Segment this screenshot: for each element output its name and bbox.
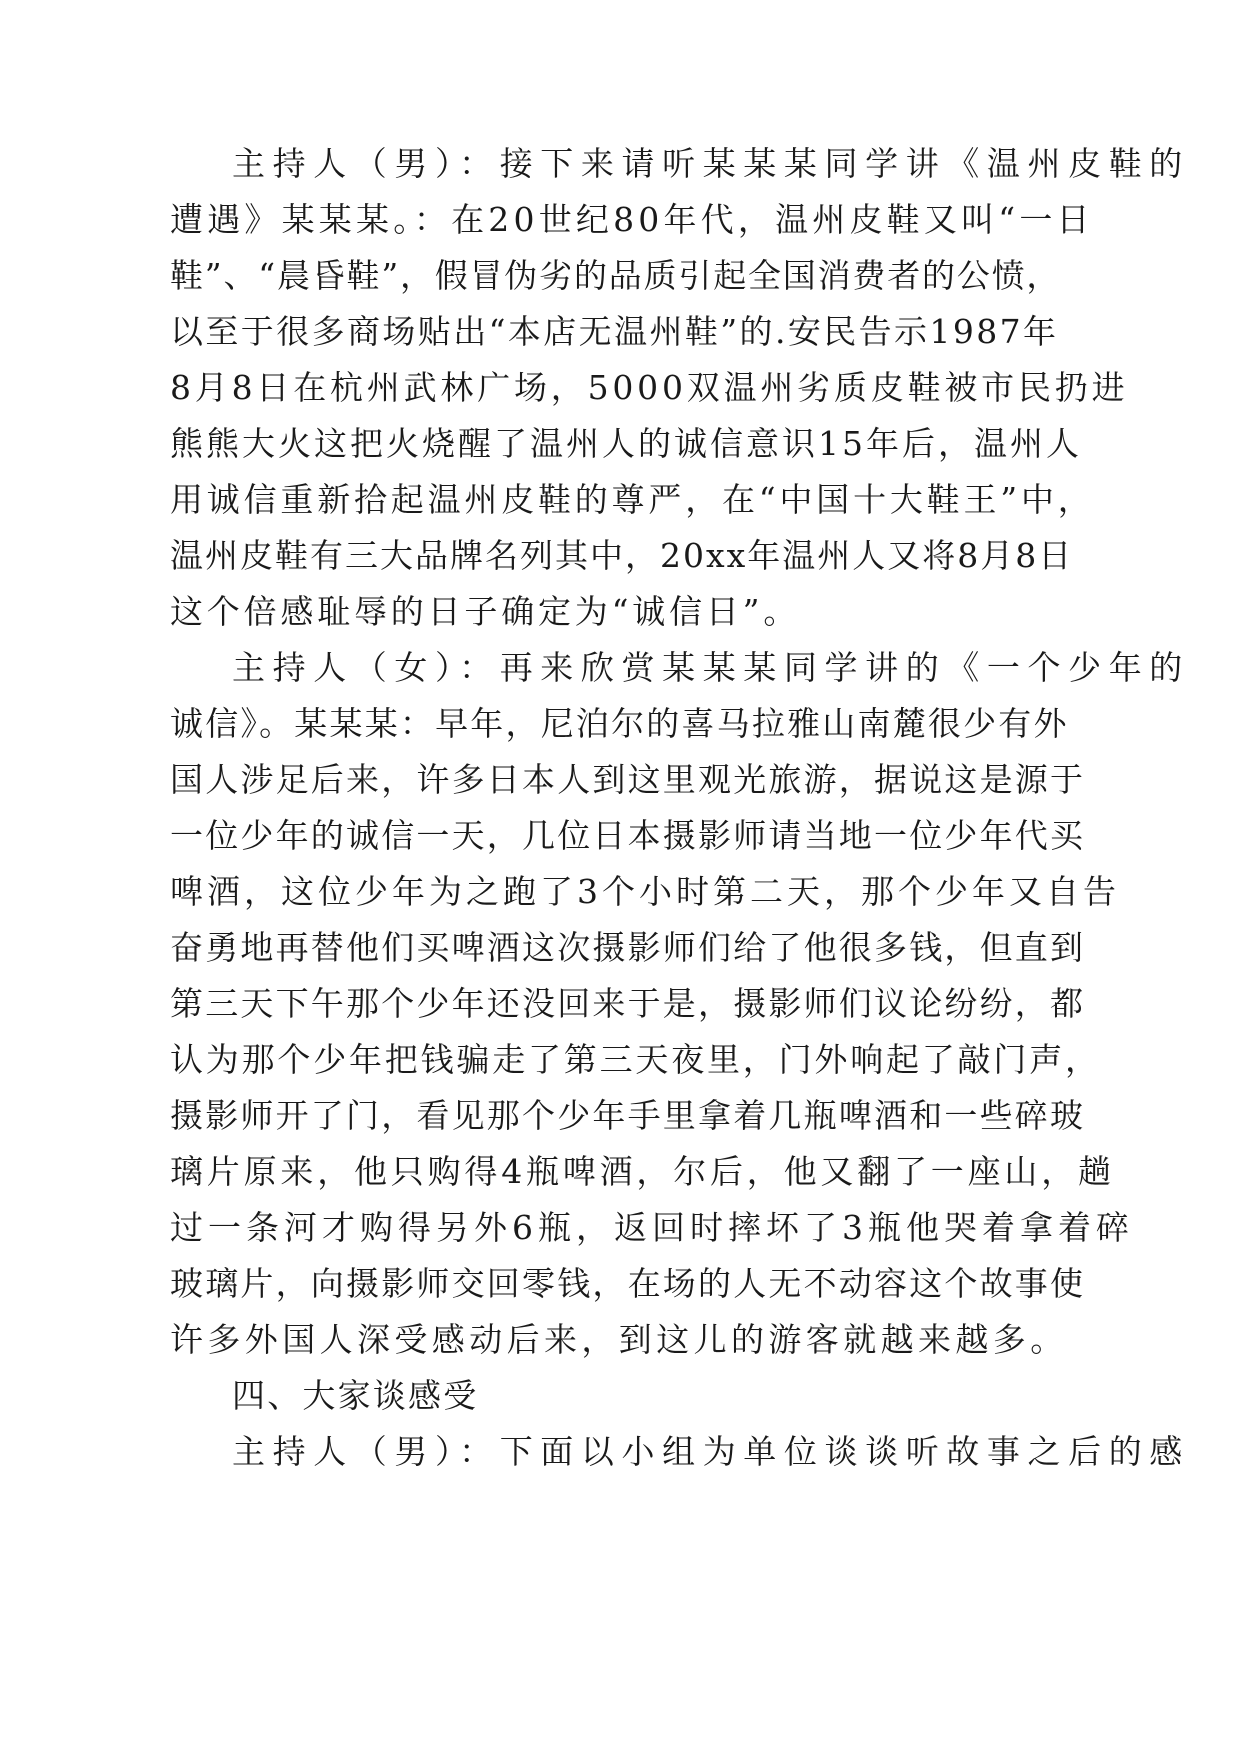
text-line: 鞋”、“晨昏鞋”，假冒伪劣的品质引起全国消费者的公愤， [170, 256, 1062, 295]
text-line: 第三天下午那个少年还没回来于是，摄影师们议论纷纷，都 [170, 984, 1086, 1023]
text-line: 以至于很多商场贴出“本店无温州鞋”的.安民告示1987年 [170, 312, 1059, 351]
section-heading: 四、大家谈感受 [232, 1376, 479, 1415]
text-line: 主持人（男）：下面以小组为单位谈谈听故事之后的感 [232, 1432, 1190, 1471]
text-line: 国人涉足后来，许多日本人到这里观光旅游，据说这是源于 [170, 760, 1086, 799]
text-line: 一位少年的诚信一天，几位日本摄影师请当地一位少年代买 [170, 816, 1086, 855]
text-line: 摄影师开了门，看见那个少年手里拿着几瓶啤酒和一些碎玻 [170, 1096, 1086, 1135]
text-line: 遭遇》某某某。：在20世纪80年代，温州皮鞋又叫“一日 [170, 200, 1094, 239]
text-line: 许多外国人深受感动后来，到这儿的游客就越来越多。 [170, 1320, 1068, 1359]
text-line: 熊熊大火这把火烧醒了温州人的诚信意识15年后，温州人 [170, 424, 1082, 463]
text-line: 认为那个少年把钱骗走了第三天夜里，门外响起了敲门声， [170, 1040, 1101, 1079]
text-line: 温州皮鞋有三大品牌名列其中，20xx年温州人又将8月8日 [170, 536, 1074, 575]
text-line: 诚信》。某某某：早年，尼泊尔的喜马拉雅山南麓很少有外 [170, 704, 1069, 743]
text-line: 主持人（男）：接下来请听某某某同学讲《温州皮鞋的 [232, 144, 1190, 183]
text-line: 8月8日在杭州武林广场，5000双温州劣质皮鞋被市民扔进 [170, 368, 1129, 407]
text-line: 用诚信重新拾起温州皮鞋的尊严，在“中国十大鞋王”中， [170, 480, 1095, 519]
text-line: 这个倍感耻辱的日子确定为“诚信日”。 [170, 592, 801, 631]
text-line: 玻璃片，向摄影师交回零钱，在场的人无不动容这个故事使 [170, 1264, 1086, 1303]
text-line: 璃片原来，他只购得4瓶啤酒，尔后，他又翻了一座山，趟 [170, 1152, 1115, 1191]
text-line: 啤酒，这位少年为之跑了3个小时第二天，那个少年又自告 [170, 872, 1120, 911]
text-line: 过一条河才购得另外6瓶，返回时摔坏了3瓶他哭着拿着碎 [170, 1208, 1134, 1247]
text-line: 奋勇地再替他们买啤酒这次摄影师们给了他很多钱，但直到 [170, 928, 1086, 967]
text-line: 主持人（女）：再来欣赏某某某同学讲的《一个少年的 [232, 648, 1190, 687]
